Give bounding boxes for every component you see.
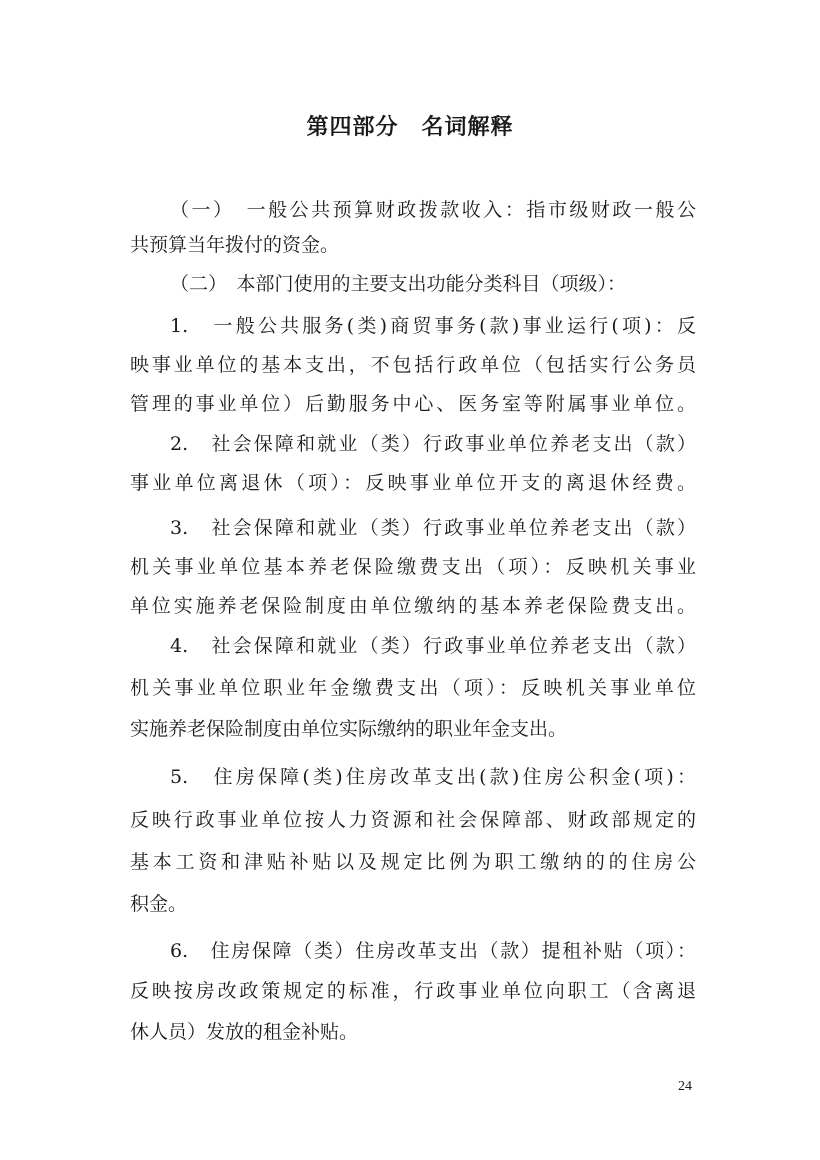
paragraph-6-line-1: 4. 社会保障和就业（类）行政事业单位养老支出（款）	[170, 635, 696, 657]
paragraph-7-line-1: 5. 住房保障(类)住房改革支出(款)住房公积金(项)：	[170, 766, 696, 788]
paragraph-3-line-2: 映事业单位的基本支出，不包括行政单位（包括实行公务员	[130, 354, 696, 376]
page-title: 第四部分 名词解释	[306, 115, 514, 140]
paragraph-7-line-4: 积金。	[130, 893, 188, 915]
paragraph-5-line-1: 3. 社会保障和就业（类）行政事业单位养老支出（款）	[170, 517, 696, 539]
paragraph-1-line-2: 共预算当年拨付的资金。	[130, 234, 340, 256]
paragraph-3-line-3: 管理的事业单位）后勤服务中心、医务室等附属事业单位。	[130, 393, 696, 415]
paragraph-1-line-1: （一） 一般公共预算财政拨款收入：指市级财政一般公	[170, 199, 696, 221]
paragraph-6-line-2: 机关事业单位职业年金缴费支出（项）：反映机关事业单位	[130, 677, 696, 699]
paragraph-4-line-1: 2. 社会保障和就业（类）行政事业单位养老支出（款）	[170, 433, 696, 455]
paragraph-2-line-1: （二） 本部门使用的主要支出功能分类科目（项级）：	[170, 273, 627, 295]
paragraph-3-line-1: 1. 一般公共服务(类)商贸事务(款)事业运行(项)：反	[170, 315, 696, 337]
page-number: 24	[678, 1079, 692, 1094]
paragraph-5-line-3: 单位实施养老保险制度由单位缴纳的基本养老保险费支出。	[130, 595, 696, 617]
paragraph-8-line-2: 反映按房改政策规定的标准，行政事业单位向职工（含离退	[130, 980, 696, 1002]
paragraph-8-line-3: 休人员）发放的租金补贴。	[130, 1021, 359, 1043]
paragraph-8-line-1: 6. 住房保障（类）住房改革支出（款）提租补贴（项）：	[170, 940, 696, 962]
paragraph-7-line-3: 基本工资和津贴补贴以及规定比例为职工缴纳的的住房公	[130, 851, 696, 873]
paragraph-7-line-2: 反映行政事业单位按人力资源和社会保障部、财政部规定的	[130, 809, 696, 831]
paragraph-6-line-3: 实施养老保险制度由单位实际缴纳的职业年金支出。	[130, 718, 568, 740]
paragraph-5-line-2: 机关事业单位基本养老保险缴费支出（项）：反映机关事业	[130, 556, 696, 578]
paragraph-4-line-2: 事业单位离退休（项）：反映事业单位开支的离退休经费。	[130, 472, 696, 494]
